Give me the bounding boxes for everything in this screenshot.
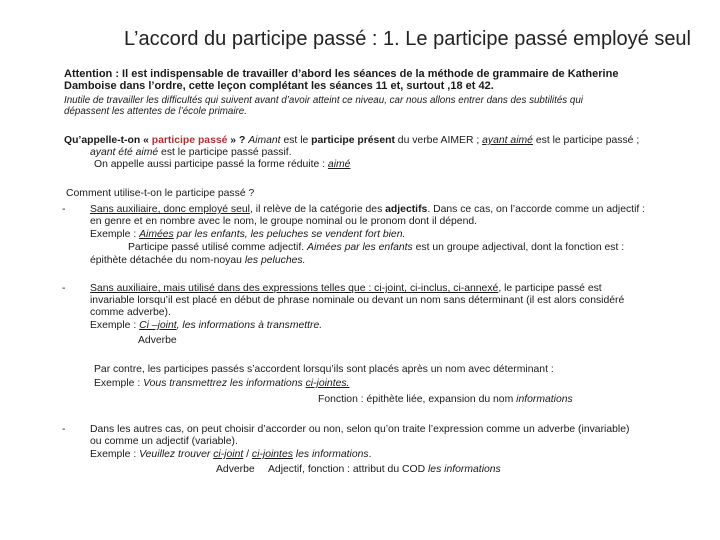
case-1-line-2: en genre et en nombre avec le nom, le groupe nominal ou le pronom dont il dépend.: [90, 216, 478, 227]
word-aimant: Aimant: [248, 135, 281, 146]
question-line-3-text: On appelle aussi participe passé la forme réduite :: [94, 159, 328, 170]
attention-note-2: dépassent les attentes de l’école primaire.: [64, 106, 247, 117]
word-aime: aimé: [327, 159, 351, 170]
case-1-line-4-italic: Aimées par les enfants: [307, 242, 413, 253]
case-2-line-3: comme adverbe).: [90, 307, 171, 318]
case-3-example-underlined-1: ci-joint: [213, 449, 244, 460]
word-ayant-aime: ayant aimé: [482, 135, 533, 146]
question-mid-1: est le: [280, 135, 312, 146]
case-1-example: [90, 229, 405, 241]
case-3-label-adjectif: [268, 464, 501, 476]
question-line-2-rest: est le participe passé passif.: [158, 147, 292, 158]
case-3-example-italic-2: les informations: [292, 449, 369, 460]
question-mid-2: du verbe AIMER ;: [394, 135, 483, 146]
case-2-contrast: Par contre, les participes passés s’accordent lorsqu’ils sont placés après un nom avec déterminant :: [94, 364, 554, 375]
case-3-example-end: .: [368, 449, 372, 460]
case-2-example-2-underlined: ci-jointes.: [305, 378, 350, 389]
case-2-line-2: invariable lorsqu’il est placé en début de phrase nominale ou devant un nom sans déterminant (il est alors considéré: [90, 295, 625, 306]
case-1-example-italic: par les enfants, les peluches se vendent fort bien.: [173, 229, 406, 240]
case-1-line-4-rest: est un groupe adjectival, dont la fonction est :: [412, 242, 625, 253]
case-2-fonction: [318, 394, 573, 406]
case-3-label-adjectif-italic: les informations: [427, 464, 501, 475]
case-3-example-underlined-2: ci-jointes: [251, 449, 293, 460]
case-1-line-5: [90, 255, 305, 267]
case-3-line-1: Dans les autres cas, on peut choisir d’accorder ou non, selon qu’on traite l’expression comme un adverbe (invariable): [90, 424, 630, 435]
question-line-1: [64, 135, 639, 147]
usage-heading: Comment utilise-t-on le participe passé ?: [66, 188, 255, 199]
case-1-dash: -: [62, 204, 66, 215]
question-line-3: [94, 159, 350, 171]
case-2-example-2-prefix: Exemple :: [94, 378, 144, 389]
word-participe-present: participe présent: [311, 135, 395, 146]
case-2-example-italic: , les informations à transmettre.: [176, 320, 323, 331]
case-2-line-1: [90, 283, 602, 295]
case-1-example-prefix: Exemple :: [90, 229, 140, 240]
question-prefix: Qu’appelle-t-on «: [64, 135, 152, 146]
attention-line-2: Damboise dans l’ordre, cette leçon complétant les séances 11 et, surtout ,18 et 42.: [64, 80, 494, 92]
case-3-label-adverbe: Adverbe: [216, 464, 255, 475]
case-2-underlined: Sans auxiliaire, mais utilisé dans des expressions telles que : ci-joint, ci-inclus, ci-annexé: [90, 283, 499, 294]
question-line-2: [90, 147, 292, 159]
case-3-example-prefix: Exemple :: [90, 449, 140, 460]
case-3-line-2: ou comme un adjectif (variable).: [90, 436, 238, 447]
page-title: L’accord du participe passé : 1. Le participe passé employé seul: [124, 28, 692, 50]
case-2-fonction-text: Fonction : épithète liée, expansion du nom: [318, 394, 517, 405]
case-2-example-underlined: Ci –joint: [139, 320, 177, 331]
case-2-example-2: [94, 378, 349, 390]
case-1-example-underlined: Aimées: [139, 229, 174, 240]
case-2-example-prefix: Exemple :: [90, 320, 140, 331]
question-term: participe passé: [151, 135, 228, 146]
question-mid-3: est le participe passé ;: [532, 135, 640, 146]
case-2-example-2-italic: Vous transmettrez les informations: [143, 378, 306, 389]
case-1-text-1: , il relève de la catégorie des: [250, 204, 386, 215]
case-1-line-5-italic: les peluches.: [244, 255, 306, 266]
attention-line-1: Attention : Il est indispensable de travailler d’abord les séances de la méthode de grammaire de Katherine: [64, 68, 619, 80]
case-3-dash: -: [62, 424, 66, 435]
case-2-text-1: , le participe passé est: [498, 283, 602, 294]
case-2-example: [90, 320, 322, 332]
attention-note-1: Inutile de travailler les difficultés qui suivent avant d’avoir atteint ce niveau, car nous allons entrer dans des subtilités qui: [64, 95, 583, 106]
case-1-bold: adjectifs: [385, 204, 428, 215]
word-ayant-ete-aime: ayant été aimé: [90, 147, 159, 158]
case-2-example-label: Adverbe: [138, 335, 177, 346]
case-1-line-5-text: épithète détachée du nom-noyau: [90, 255, 245, 266]
case-2-dash: -: [62, 283, 66, 294]
case-1-underlined: Sans auxiliaire, donc employé seul: [90, 204, 250, 215]
case-3-label-adjectif-text: Adjectif, fonction : attribut du COD: [268, 464, 428, 475]
case-2-fonction-italic: informations: [516, 394, 573, 405]
case-1-line-4: [128, 242, 624, 254]
case-3-example-italic-1: Veuillez trouver: [139, 449, 214, 460]
case-3-example: [90, 449, 371, 461]
case-3-example-sep: /: [243, 449, 252, 460]
case-1-line-1: [90, 204, 645, 216]
case-1-line-4-text: Participe passé utilisé comme adjectif.: [128, 242, 308, 253]
question-suffix: » ?: [227, 135, 246, 146]
case-1-text-2: . Dans ce cas, on l’accorde comme un adjectif :: [427, 204, 646, 215]
